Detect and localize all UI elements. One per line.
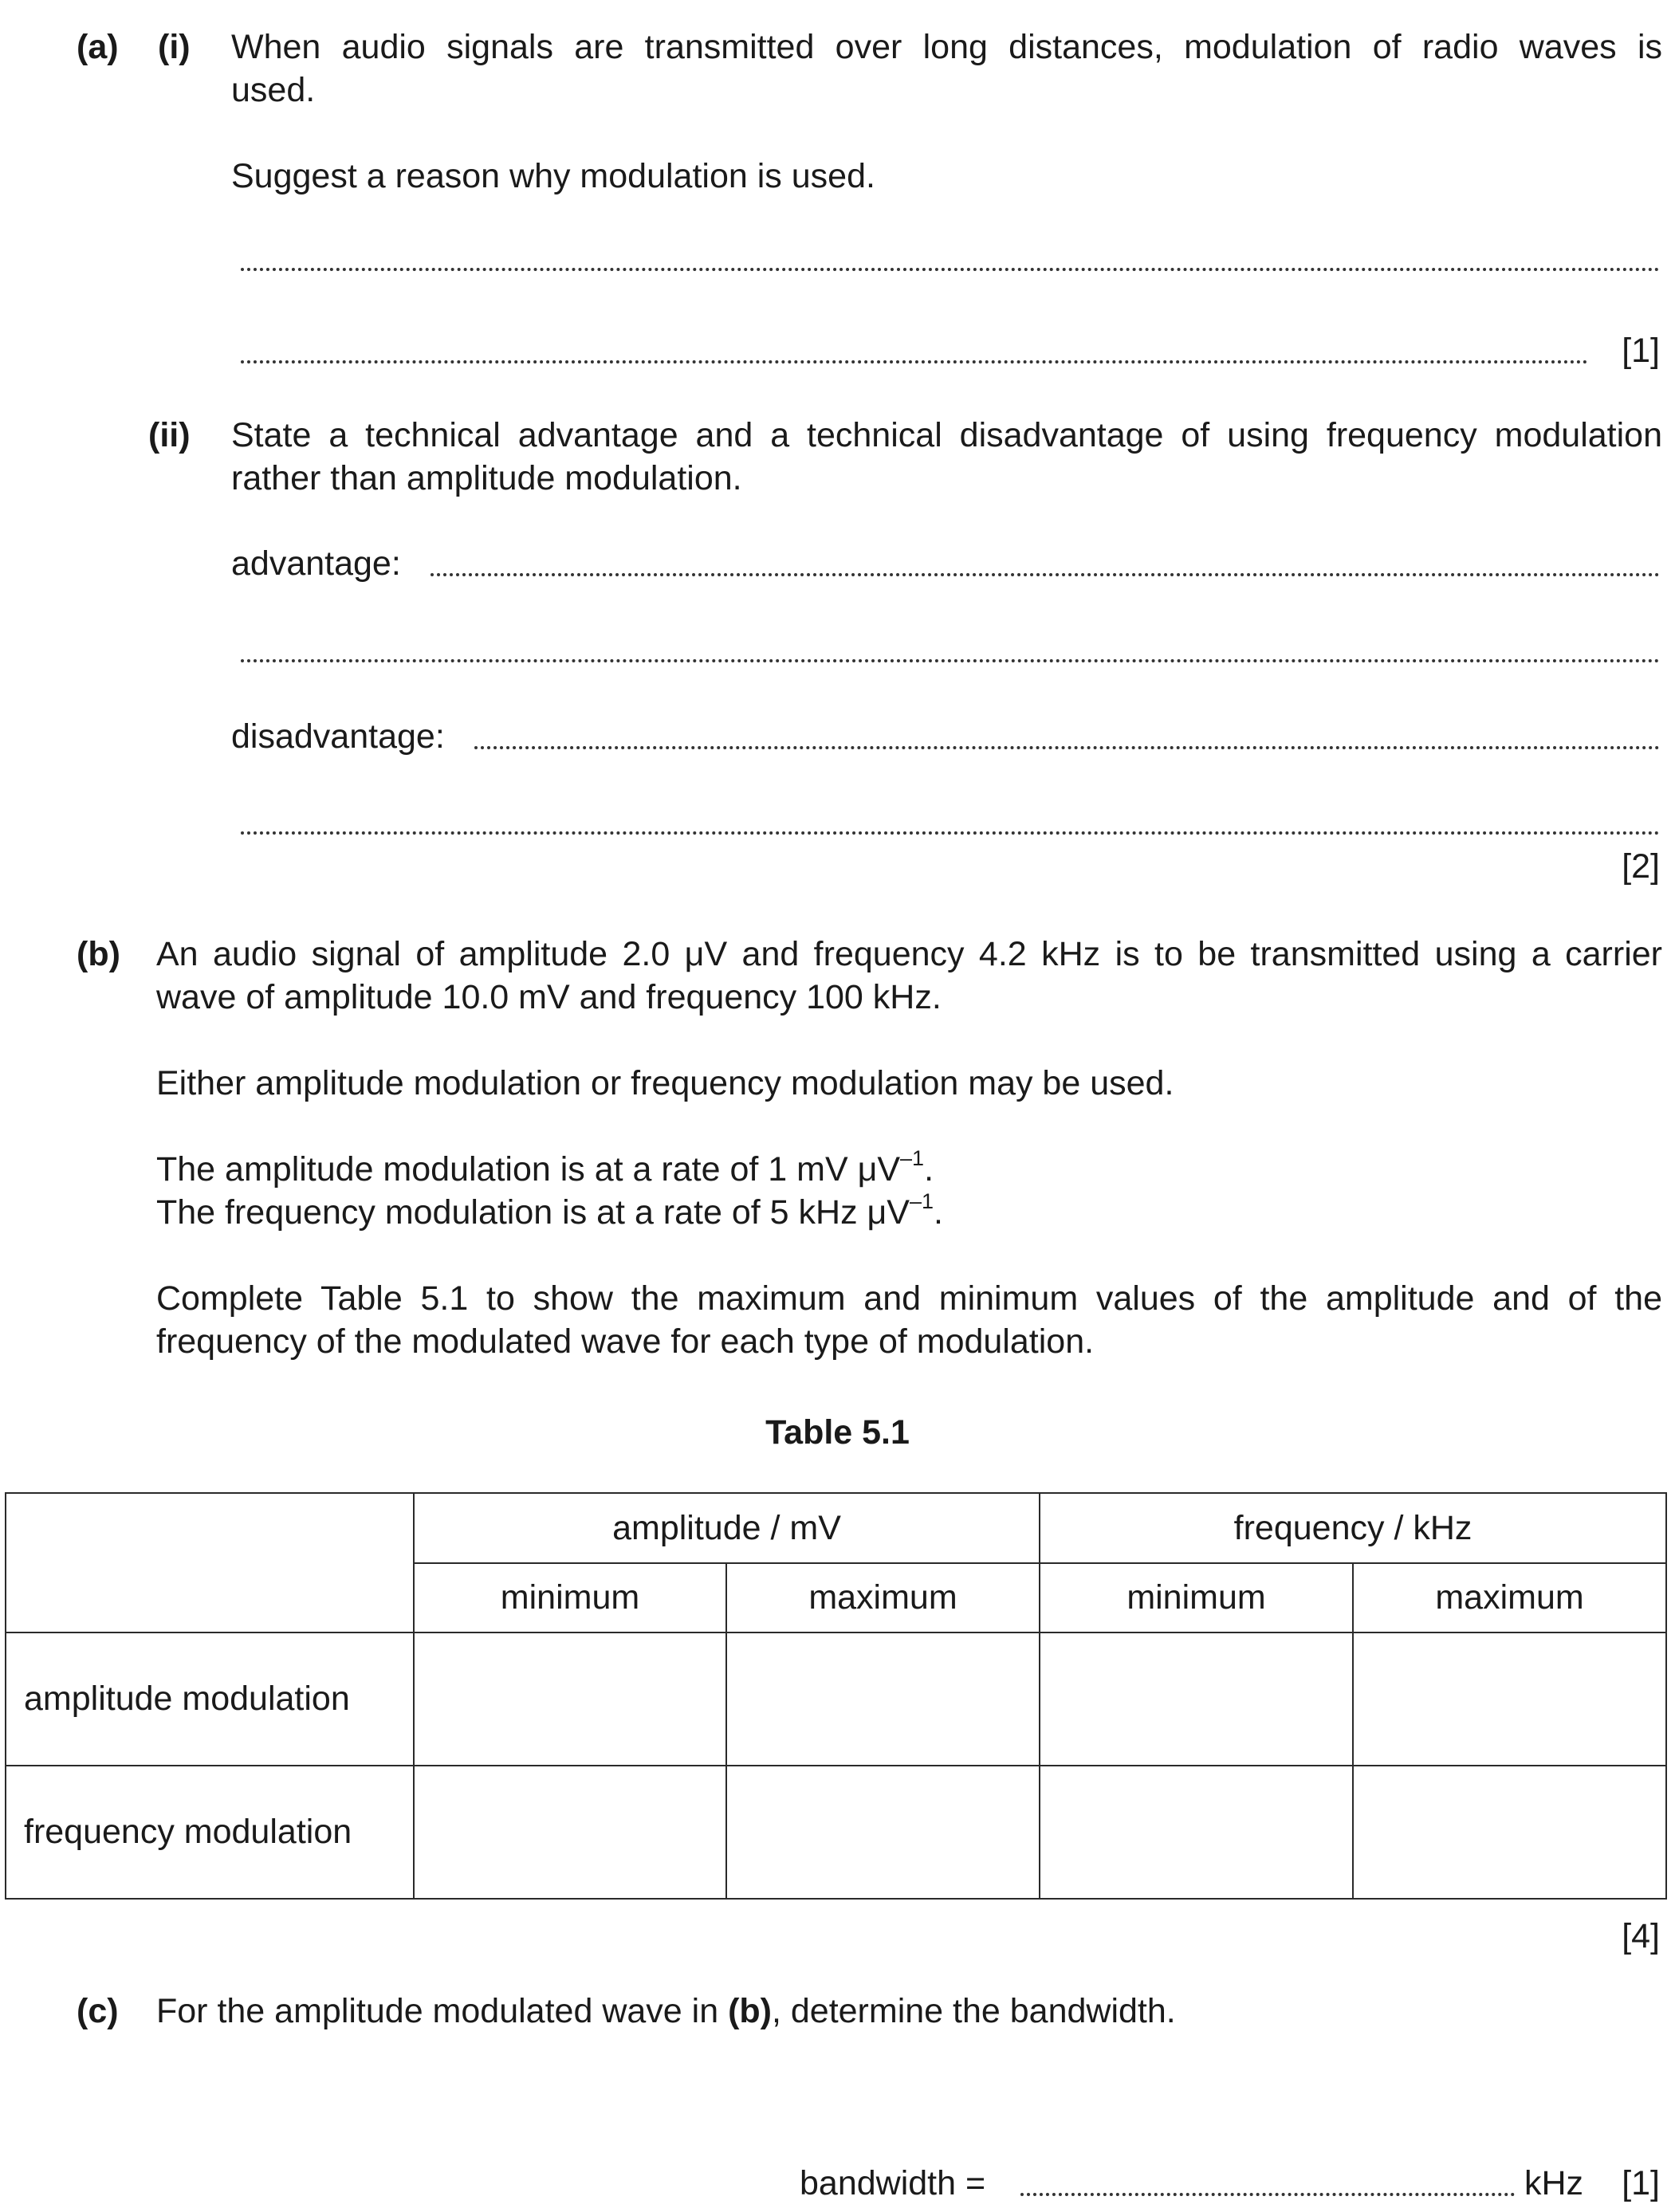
part-a-ii-text-line1: State a technical advantage and a technical disadvantage of using frequency modulation (231, 416, 1662, 454)
part-b-text-line2: wave of amplitude 10.0 mV and frequency 100 kHz. (156, 978, 942, 1016)
bandwidth-unit: kHz (1524, 2164, 1584, 2202)
part-a-i-marks: [1] (1622, 332, 1660, 370)
part-a-ii-text-line2: rather than amplitude modulation. (231, 459, 742, 497)
answer-cell-am-amplitude-max[interactable] (726, 1632, 1040, 1766)
answer-cell-am-frequency-min[interactable] (1040, 1632, 1353, 1766)
part-c-label: (c) (77, 1992, 119, 2030)
answer-line[interactable] (241, 268, 1660, 271)
header-frequency: frequency / kHz (1040, 1493, 1666, 1563)
advantage-answer-line[interactable] (431, 573, 1660, 576)
answer-line[interactable] (241, 360, 1588, 363)
part-a-i-text-line2: used. (231, 71, 316, 109)
fm-rate-statement: The frequency modulation is at a rate of 5 kHz $\mu V^{-1}$. (156, 1189, 943, 1232)
subheader-amplitude-minimum: minimum (414, 1563, 726, 1632)
part-b-either: Either amplitude modulation or frequency modulation may be used. (156, 1064, 1174, 1102)
part-a-i-text-line1: When audio signals are transmitted over long distances, modulation of radio waves is (231, 28, 1662, 66)
table-5-1 (5, 1492, 1667, 1900)
subheader-amplitude-maximum: maximum (726, 1563, 1040, 1632)
subheader-frequency-maximum: maximum (1353, 1563, 1666, 1632)
disadvantage-label: disadvantage: (231, 717, 445, 756)
answer-line[interactable] (241, 831, 1660, 835)
row-label-frequency-modulation: frequency modulation (6, 1766, 414, 1899)
part-a-i-prompt: Suggest a reason why modulation is used. (231, 157, 875, 195)
part-b-complete-line2: frequency of the modulated wave for each type of modulation. (156, 1322, 1095, 1361)
answer-cell-fm-frequency-max[interactable] (1353, 1766, 1666, 1899)
answer-cell-fm-amplitude-min[interactable] (414, 1766, 726, 1899)
part-a-i-label: (i) (158, 28, 191, 66)
table-corner-cell (6, 1493, 414, 1632)
part-b-complete-line1: Complete Table 5.1 to show the maximum and minimum values of the amplitude and of the (156, 1279, 1662, 1318)
table-title: Table 5.1 (765, 1413, 910, 1452)
part-c-question: For the amplitude modulated wave in (b), determine the bandwidth. (156, 1992, 1176, 2030)
answer-cell-fm-frequency-min[interactable] (1040, 1766, 1353, 1899)
answer-cell-fm-amplitude-max[interactable] (726, 1766, 1040, 1899)
answer-cell-am-amplitude-min[interactable] (414, 1632, 726, 1766)
table-row (6, 1766, 1666, 1899)
answer-cell-am-frequency-max[interactable] (1353, 1632, 1666, 1766)
part-a-ii-label: (ii) (148, 416, 191, 454)
advantage-label: advantage: (231, 544, 401, 583)
bandwidth-answer-line[interactable] (1020, 2193, 1515, 2196)
bandwidth-label: bandwidth = (800, 2164, 986, 2202)
answer-line[interactable] (241, 659, 1660, 662)
row-label-amplitude-modulation: amplitude modulation (6, 1632, 414, 1766)
disadvantage-answer-line[interactable] (474, 746, 1660, 749)
part-b-text-line1: An audio signal of amplitude 2.0 μV and frequency 4.2 kHz is to be transmitted using a carrier (156, 935, 1662, 973)
part-b-label: (b) (77, 935, 120, 973)
part-c-marks: [1] (1622, 2164, 1660, 2202)
header-amplitude: amplitude / mV (414, 1493, 1040, 1563)
subheader-frequency-minimum: minimum (1040, 1563, 1353, 1632)
am-rate-statement: The amplitude modulation is at a rate of 1 mV $\mu V^{-1}$. (156, 1145, 934, 1189)
part-b-marks: [4] (1622, 1917, 1660, 1955)
part-a-label: (a) (77, 28, 119, 66)
table-row (6, 1632, 1666, 1766)
part-a-ii-marks: [2] (1622, 847, 1660, 886)
